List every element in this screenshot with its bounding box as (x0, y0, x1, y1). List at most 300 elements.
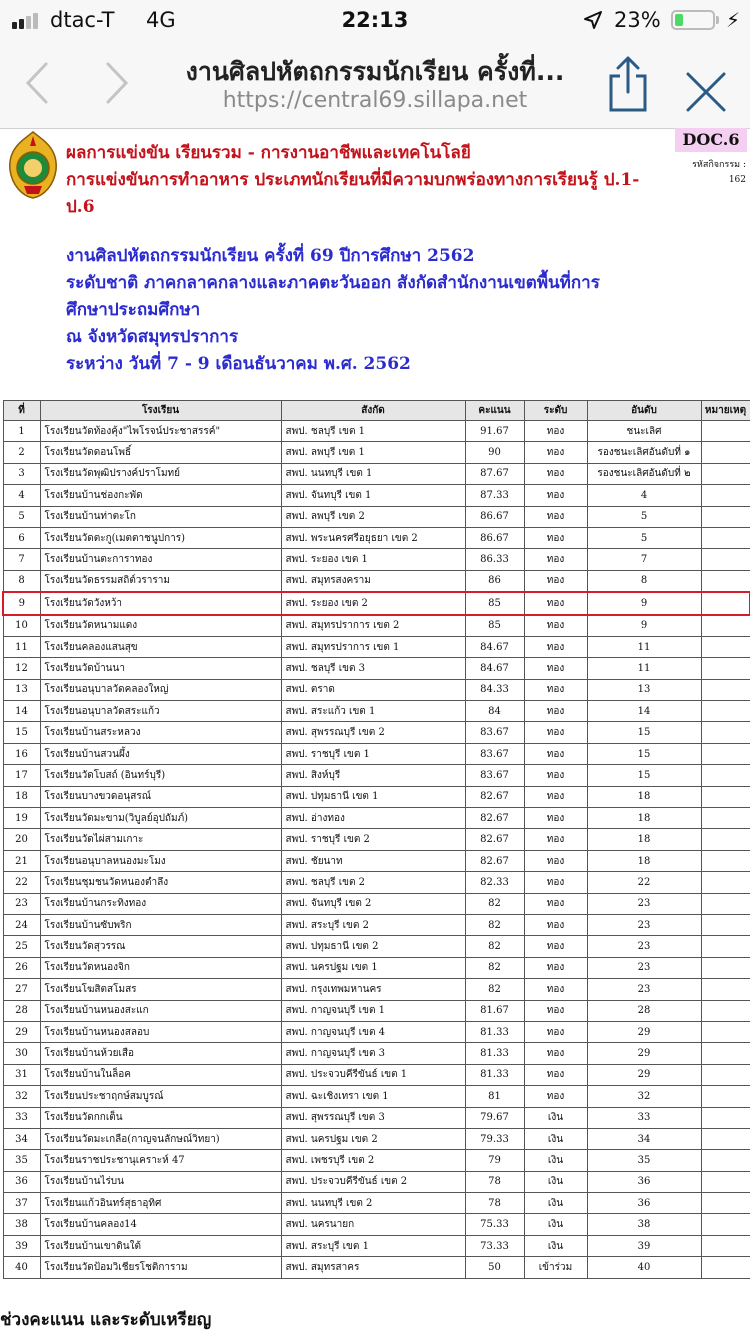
cell-rank: 7 (587, 549, 701, 570)
cell-school: โรงเรียนบ้านสวนผึ้ง (40, 743, 281, 764)
cell-affiliation: สพป. เพชรบุรี เขต 2 (281, 1150, 465, 1171)
cell-score: 87.33 (465, 485, 524, 506)
cell-rank: รองชนะเลิศอันดับที่ ๒ (587, 463, 701, 484)
cell-affiliation: สพป. นครนายก (281, 1214, 465, 1235)
cell-no: 19 (3, 808, 40, 829)
cell-no: 28 (3, 1000, 40, 1021)
cell-score: 82.67 (465, 808, 524, 829)
cell-level: ทอง (524, 679, 587, 700)
cell-level: เงิน (524, 1107, 587, 1128)
battery-percent: 23% (614, 8, 661, 32)
cell-no: 34 (3, 1128, 40, 1149)
event-line: ณ จังหวัดสมุทรปราการ (66, 327, 239, 347)
cell-rank: 23 (587, 957, 701, 978)
cell-rank: 5 (587, 527, 701, 548)
cell-school: โรงเรียนบ้านหนองสลอบ (40, 1021, 281, 1042)
table-row (3, 829, 750, 850)
table-row (3, 1214, 750, 1235)
carrier-name: dtac-T (50, 8, 115, 32)
cell-score: 82.67 (465, 786, 524, 807)
cell-score: 84.67 (465, 658, 524, 679)
event-line: ศึกษาประถมศึกษา (66, 300, 201, 320)
cell-affiliation: สพป. ปทุมธานี เขต 2 (281, 936, 465, 957)
cell-remark (701, 1214, 750, 1235)
cell-remark (701, 743, 750, 764)
cell-score: 84.67 (465, 636, 524, 657)
cell-no: 36 (3, 1171, 40, 1192)
cell-level: ทอง (524, 979, 587, 1000)
cell-affiliation: สพป. ฉะเชิงเทรา เขต 1 (281, 1086, 465, 1107)
cell-level: เงิน (524, 1235, 587, 1256)
table-row (3, 936, 750, 957)
cell-level: ทอง (524, 636, 587, 657)
cell-school: โรงเรียนบ้านกระทิงทอง (40, 893, 281, 914)
cell-remark (701, 485, 750, 506)
cell-rank: 36 (587, 1193, 701, 1214)
cell-affiliation: สพป. กาญจนบุรี เขต 1 (281, 1000, 465, 1021)
cell-rank: 9 (587, 592, 701, 614)
cell-school: โรงเรียนวัดมะขาม(วิบูลย์อุปถัมภ์) (40, 808, 281, 829)
cell-remark (701, 1107, 750, 1128)
cell-no: 39 (3, 1235, 40, 1256)
cell-rank: 23 (587, 914, 701, 935)
cell-score: 84 (465, 701, 524, 722)
cell-school: โรงเรียนวัดกกเต็น (40, 1107, 281, 1128)
cell-remark (701, 1000, 750, 1021)
chevron-left-icon[interactable] (20, 58, 60, 108)
cell-score: 79 (465, 1150, 524, 1171)
cell-level: ทอง (524, 1000, 587, 1021)
event-info (66, 243, 676, 378)
cell-level: ทอง (524, 957, 587, 978)
cell-affiliation: สพป. ลพบุรี เขต 2 (281, 506, 465, 527)
cell-level: เข้าร่วม (524, 1257, 587, 1278)
cell-no: 11 (3, 636, 40, 657)
cell-no: 8 (3, 570, 40, 592)
cell-score: 82 (465, 936, 524, 957)
cell-remark (701, 549, 750, 570)
cell-level: ทอง (524, 592, 587, 614)
cell-score: 78 (465, 1193, 524, 1214)
table-row (3, 893, 750, 914)
cell-level: ทอง (524, 570, 587, 592)
cell-no: 31 (3, 1064, 40, 1085)
cell-school: โรงเรียนวัดดอนโพธิ์ (40, 442, 281, 463)
title-line: ป.6 (66, 197, 95, 217)
cell-rank: 35 (587, 1150, 701, 1171)
section-heading: ช่วงคะแนน และระดับเหรียญ (0, 1310, 212, 1330)
location-arrow-icon (583, 10, 603, 35)
title-line: ผลการแข่งขัน เรียนรวม - การงานอาชีพและเทคโนโลยี (66, 143, 471, 163)
cell-no: 9 (3, 592, 40, 614)
cell-level: ทอง (524, 829, 587, 850)
cell-remark (701, 1171, 750, 1192)
cell-rank: 29 (587, 1021, 701, 1042)
cell-score: 78 (465, 1171, 524, 1192)
cell-score: 50 (465, 1257, 524, 1278)
cell-affiliation: สพป. ราชบุรี เขต 2 (281, 829, 465, 850)
cell-rank: 18 (587, 829, 701, 850)
cell-school: โรงเรียนบ้านซับพริก (40, 914, 281, 935)
cell-school: โรงเรียนบ้านในล็อค (40, 1064, 281, 1085)
cell-affiliation: สพป. ประจวบคีรีขันธ์ เขต 2 (281, 1171, 465, 1192)
cell-no: 38 (3, 1214, 40, 1235)
cell-no: 37 (3, 1193, 40, 1214)
cell-affiliation: สพป. นครปฐม เขต 2 (281, 1128, 465, 1149)
charging-bolt-icon: ⚡︎ (726, 8, 741, 32)
cell-score: 81 (465, 1086, 524, 1107)
cell-school: โรงเรียนวัดตะกู(เมตตาชนูปการ) (40, 527, 281, 548)
cell-remark (701, 506, 750, 527)
cell-score: 82.67 (465, 850, 524, 871)
cell-school: โรงเรียนบ้านเขาดินใต้ (40, 1235, 281, 1256)
cell-remark (701, 722, 750, 743)
cell-affiliation: สพป. สุพรรณบุรี เขต 3 (281, 1107, 465, 1128)
table-row (3, 872, 750, 893)
cell-affiliation: สพป. สระแก้ว เขต 1 (281, 701, 465, 722)
cell-affiliation: สพป. นนทบุรี เขต 1 (281, 463, 465, 484)
cell-score: 79.67 (465, 1107, 524, 1128)
cell-no: 3 (3, 463, 40, 484)
cell-school: โรงเรียนวัดธรรมสถิต์วราราม (40, 570, 281, 592)
table-row (3, 1064, 750, 1085)
cell-rank: 15 (587, 722, 701, 743)
cell-remark (701, 1021, 750, 1042)
cell-level: เงิน (524, 1128, 587, 1149)
cell-score: 82 (465, 914, 524, 935)
cell-school: โรงเรียนวัดป้อมวิเชียรโชติการาม (40, 1257, 281, 1278)
cell-no: 17 (3, 765, 40, 786)
cell-score: 82.33 (465, 872, 524, 893)
battery-cap (716, 16, 719, 24)
cell-remark (701, 936, 750, 957)
chevron-right-icon[interactable] (98, 58, 138, 108)
cell-rank: 33 (587, 1107, 701, 1128)
column-header-rank: อันดับ (587, 401, 701, 421)
table-row (3, 701, 750, 722)
table-row (3, 527, 750, 548)
cell-rank: 18 (587, 850, 701, 871)
table-row (3, 506, 750, 527)
table-row (3, 808, 750, 829)
table-row (3, 485, 750, 506)
table-row (3, 1021, 750, 1042)
cell-school: โรงเรียนวัดโบสถ์ (อินทร์บุรี) (40, 765, 281, 786)
table-header-row (3, 401, 750, 421)
cell-remark (701, 442, 750, 463)
cell-remark (701, 421, 750, 442)
column-header-level: ระดับ (524, 401, 587, 421)
clock: 22:13 (341, 8, 409, 32)
cell-no: 29 (3, 1021, 40, 1042)
table-row (3, 636, 750, 657)
table-row (3, 1107, 750, 1128)
cell-remark (701, 786, 750, 807)
cell-score: 82 (465, 957, 524, 978)
cell-level: ทอง (524, 615, 587, 637)
table-row (3, 549, 750, 570)
battery-icon (671, 10, 715, 30)
status-bar (0, 0, 750, 40)
cell-level: ทอง (524, 722, 587, 743)
cell-school: โรงเรียนวัดมะเกลือ(กาญจนลักษณ์วิทยา) (40, 1128, 281, 1149)
cell-score: 82 (465, 893, 524, 914)
cell-score: 86 (465, 570, 524, 592)
cell-remark (701, 615, 750, 637)
cell-rank: 8 (587, 570, 701, 592)
cell-remark (701, 1128, 750, 1149)
column-header-no: ที่ (3, 401, 40, 421)
cell-rank: 18 (587, 808, 701, 829)
cell-level: ทอง (524, 485, 587, 506)
activity-code-value: 162 (728, 175, 746, 185)
cell-level: ทอง (524, 1064, 587, 1085)
cell-school: โรงเรียนวัดหนามแดง (40, 615, 281, 637)
cell-level: ทอง (524, 549, 587, 570)
title-line: การแข่งขันการทำอาหาร ประเภทนักเรียนที่มีความบกพร่องทางการเรียนรู้ ป.1- (66, 170, 640, 190)
cell-no: 7 (3, 549, 40, 570)
cell-affiliation: สพป. นครปฐม เขต 1 (281, 957, 465, 978)
cell-school: โรงเรียนบ้านช่องกะพัด (40, 485, 281, 506)
cell-level: เงิน (524, 1214, 587, 1235)
event-line: งานศิลปหัตถกรรมนักเรียน ครั้งที่ 69 ปีการศึกษา 2562 (66, 246, 475, 266)
cell-no: 33 (3, 1107, 40, 1128)
cell-remark (701, 527, 750, 548)
cell-score: 85 (465, 592, 524, 614)
cell-remark (701, 463, 750, 484)
network-type: 4G (146, 8, 176, 32)
cell-rank: 36 (587, 1171, 701, 1192)
cell-no: 1 (3, 421, 40, 442)
cell-score: 85 (465, 615, 524, 637)
cell-affiliation: สพป. ราชบุรี เขต 1 (281, 743, 465, 764)
cell-affiliation: สพป. ชลบุรี เขต 2 (281, 872, 465, 893)
cell-no: 25 (3, 936, 40, 957)
cell-no: 32 (3, 1086, 40, 1107)
cell-affiliation: สพป. สมุทรสาคร (281, 1257, 465, 1278)
cell-remark (701, 636, 750, 657)
cell-school: โรงเรียนบ้านตะการาทอง (40, 549, 281, 570)
table-row (3, 1235, 750, 1256)
table-row (3, 1171, 750, 1192)
cell-score: 79.33 (465, 1128, 524, 1149)
cell-affiliation: สพป. ระยอง เขต 2 (281, 592, 465, 614)
cell-rank: 9 (587, 615, 701, 637)
cell-school: โรงเรียนวัดบ้านนา (40, 658, 281, 679)
cell-remark (701, 1193, 750, 1214)
cell-level: ทอง (524, 1021, 587, 1042)
cell-school: โรงเรียนโฆสิตสโมสร (40, 979, 281, 1000)
cell-rank: 11 (587, 658, 701, 679)
table-row (3, 679, 750, 700)
column-header-affiliation: สังกัด (281, 401, 465, 421)
school-seal-logo (6, 130, 60, 200)
cell-school: โรงเรียนวัดพุฒิปรางค์ปราโมทย์ (40, 463, 281, 484)
cell-remark (701, 1150, 750, 1171)
cell-school: โรงเรียนบ้านท่าตะโก (40, 506, 281, 527)
cell-affiliation: สพป. ลพบุรี เขต 1 (281, 442, 465, 463)
cell-score: 83.67 (465, 722, 524, 743)
cell-affiliation: สพป. จันทบุรี เขต 1 (281, 485, 465, 506)
close-icon[interactable] (684, 70, 728, 114)
cell-level: ทอง (524, 506, 587, 527)
table-row (3, 658, 750, 679)
cell-school: โรงเรียนวัดท้องคุ้ง"ไพโรจน์ประชาสรรค์" (40, 421, 281, 442)
table-row (3, 957, 750, 978)
cell-affiliation: สพป. สิงห์บุรี (281, 765, 465, 786)
cell-affiliation: สพป. นนทบุรี เขต 2 (281, 1193, 465, 1214)
cell-school: โรงเรียนบ้านคลอง14 (40, 1214, 281, 1235)
cell-remark (701, 1235, 750, 1256)
table-row (3, 722, 750, 743)
cell-rank: 18 (587, 786, 701, 807)
cell-school: โรงเรียนแก้วอินทร์สุธาอุทิศ (40, 1193, 281, 1214)
cell-rank: 40 (587, 1257, 701, 1278)
cell-score: 81.33 (465, 1043, 524, 1064)
browser-nav-bar (0, 40, 750, 129)
cell-remark (701, 679, 750, 700)
cell-score: 83.67 (465, 765, 524, 786)
cell-no: 22 (3, 872, 40, 893)
column-header-school: โรงเรียน (40, 401, 281, 421)
cell-affiliation: สพป. ชัยนาท (281, 850, 465, 871)
cell-score: 81.33 (465, 1021, 524, 1042)
cell-rank: 29 (587, 1064, 701, 1085)
cell-score: 82.67 (465, 829, 524, 850)
table-row (3, 1150, 750, 1171)
cell-score: 86.33 (465, 549, 524, 570)
cell-school: โรงเรียนวัดไผ่สามเกาะ (40, 829, 281, 850)
cell-affiliation: สพป. กาญจนบุรี เขต 4 (281, 1021, 465, 1042)
cell-no: 20 (3, 829, 40, 850)
table-row (3, 421, 750, 442)
column-header-remark: หมายเหตุ (701, 401, 750, 421)
cell-level: ทอง (524, 786, 587, 807)
cell-rank: 4 (587, 485, 701, 506)
cell-no: 26 (3, 957, 40, 978)
cell-score: 75.33 (465, 1214, 524, 1235)
cell-remark (701, 701, 750, 722)
cell-rank: 34 (587, 1128, 701, 1149)
cell-school: โรงเรียนวัดสุวรรณ (40, 936, 281, 957)
cell-affiliation: สพป. สมุทรปราการ เขต 2 (281, 615, 465, 637)
cell-remark (701, 658, 750, 679)
table-row (3, 615, 750, 637)
cell-affiliation: สพป. พระนครศรีอยุธยา เขต 2 (281, 527, 465, 548)
cell-rank: 39 (587, 1235, 701, 1256)
share-icon[interactable] (603, 54, 653, 114)
table-row (3, 786, 750, 807)
cell-remark (701, 872, 750, 893)
cell-remark (701, 592, 750, 614)
cell-no: 15 (3, 722, 40, 743)
event-line: ระดับชาติ ภาคกลาคกลางและภาคตะวันออก สังกัดสำนักงานเขตพื้นที่การ (66, 273, 600, 293)
cell-score: 73.33 (465, 1235, 524, 1256)
page-title: งานศิลปหัตถกรรมนักเรียน ครั้งที่... (185, 57, 565, 86)
cell-level: ทอง (524, 765, 587, 786)
cell-affiliation: สพป. กาญจนบุรี เขต 3 (281, 1043, 465, 1064)
cell-rank: 14 (587, 701, 701, 722)
cell-no: 2 (3, 442, 40, 463)
table-row (3, 442, 750, 463)
cell-school: โรงเรียนประชาฤกษ์สมบูรณ์ (40, 1086, 281, 1107)
url-bar[interactable]: https://central69.sillapa.net (222, 88, 528, 113)
cell-affiliation: สพป. สุพรรณบุรี เขต 2 (281, 722, 465, 743)
cell-level: ทอง (524, 463, 587, 484)
cell-rank: 22 (587, 872, 701, 893)
cell-level: ทอง (524, 701, 587, 722)
table-row (3, 1128, 750, 1149)
cell-remark (701, 979, 750, 1000)
table-row (3, 570, 750, 592)
table-row (3, 1257, 750, 1278)
cell-school: โรงเรียนอนุบาลวัดคลองใหญ่ (40, 679, 281, 700)
cell-score: 90 (465, 442, 524, 463)
cell-no: 5 (3, 506, 40, 527)
cell-remark (701, 957, 750, 978)
cell-score: 81.67 (465, 1000, 524, 1021)
cell-score: 83.67 (465, 743, 524, 764)
cell-rank: 32 (587, 1086, 701, 1107)
cell-affiliation: สพป. ชลบุรี เขต 3 (281, 658, 465, 679)
cell-no: 10 (3, 615, 40, 637)
cell-score: 87.67 (465, 463, 524, 484)
cell-no: 30 (3, 1043, 40, 1064)
cell-school: โรงเรียนบ้านหนองสะแก (40, 1000, 281, 1021)
cell-score: 81.33 (465, 1064, 524, 1085)
cell-rank: 5 (587, 506, 701, 527)
cell-remark (701, 914, 750, 935)
cell-remark (701, 765, 750, 786)
cell-affiliation: สพป. สระบุรี เขต 1 (281, 1235, 465, 1256)
cell-rank: 23 (587, 979, 701, 1000)
cell-score: 82 (465, 979, 524, 1000)
cell-school: โรงเรียนราชประชานุเคราะห์ 47 (40, 1150, 281, 1171)
cell-rank: 28 (587, 1000, 701, 1021)
cell-remark (701, 570, 750, 592)
table-row (3, 979, 750, 1000)
activity-code-label: รหัสกิจกรรม : (692, 160, 746, 170)
cell-score: 86.67 (465, 527, 524, 548)
cell-school: โรงเรียนบ้านไร่บน (40, 1171, 281, 1192)
cell-level: ทอง (524, 893, 587, 914)
cell-level: ทอง (524, 872, 587, 893)
cell-score: 86.67 (465, 506, 524, 527)
cell-affiliation: สพป. ประจวบคีรีขันธ์ เขต 1 (281, 1064, 465, 1085)
cell-remark (701, 893, 750, 914)
cell-school: โรงเรียนคลองแสนสุข (40, 636, 281, 657)
cell-school: โรงเรียนวัดวังหว้า (40, 592, 281, 614)
cell-school: โรงเรียนชุมชนวัดหนองตำลึง (40, 872, 281, 893)
cell-rank: 15 (587, 765, 701, 786)
cell-school: โรงเรียนอนุบาลวัดสระแก้ว (40, 701, 281, 722)
cell-level: ทอง (524, 808, 587, 829)
cell-no: 6 (3, 527, 40, 548)
results-table (2, 400, 750, 1279)
cell-rank: 13 (587, 679, 701, 700)
cell-affiliation: สพป. อ่างทอง (281, 808, 465, 829)
cell-affiliation: สพป. กรุงเทพมหานคร (281, 979, 465, 1000)
cell-school: โรงเรียนบ้านสระหลวง (40, 722, 281, 743)
cell-no: 14 (3, 701, 40, 722)
cell-level: ทอง (524, 936, 587, 957)
cell-level: เงิน (524, 1150, 587, 1171)
cell-no: 40 (3, 1257, 40, 1278)
table-row (3, 1086, 750, 1107)
cell-level: ทอง (524, 743, 587, 764)
cell-affiliation: สพป. จันทบุรี เขต 2 (281, 893, 465, 914)
cell-rank: 23 (587, 936, 701, 957)
